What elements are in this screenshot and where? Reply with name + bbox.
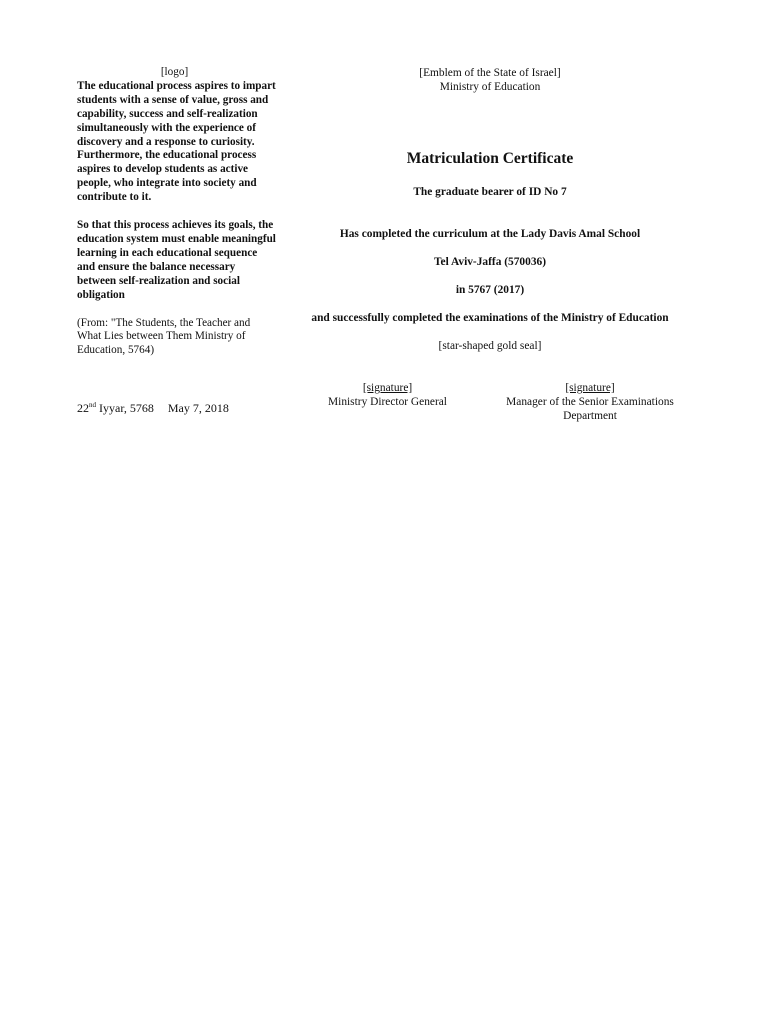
quote-source: (From: "The Students, the Teacher and What Lies between Them Ministry of Education, 5764) <box>77 316 251 357</box>
seal-placeholder: [star-shaped gold seal] <box>438 340 542 352</box>
signature-director-general <box>310 381 465 409</box>
signatory-role: Ministry Director General <box>328 396 447 408</box>
logo-placeholder: [logo] <box>160 66 189 78</box>
signature-exams-manager <box>505 381 675 423</box>
graduate-line: The graduate bearer of ID No 7 <box>413 186 567 198</box>
ministry-name: Ministry of Education <box>439 81 541 93</box>
certificate-title: Matriculation Certificate <box>406 150 574 167</box>
signature-mark: [signature] <box>565 382 615 394</box>
date-hebrew: Iyyar, 5768 <box>96 401 154 415</box>
date-ordinal-suffix: nd <box>89 401 96 409</box>
goals-paragraph: So that this process achieves its goals, the education system must enable meaningful learning in each educational sequence and ensure the balance necessary between self-realization and social obligation <box>77 219 276 301</box>
year-line: in 5767 (2017) <box>455 284 525 296</box>
date-day: 22 <box>77 401 89 415</box>
mission-paragraph: The educational process aspires to impart students with a sense of value, gross and capability, success and self-realization simultaneously with the experience of discovery and a response to curiosity. Furthermore, the educational process aspires to develop students as active people, who integrate into society and contribute to it. <box>77 79 276 204</box>
issue-dates <box>77 401 229 416</box>
signatory-role: Manager of the Senior Examinations Department <box>506 396 674 422</box>
state-emblem-placeholder: [Emblem of the State of Israel] <box>419 67 561 79</box>
completed-line: Has completed the curriculum at the Lady Davis Amal School <box>339 228 641 240</box>
city-line: Tel Aviv-Jaffa (570036) <box>434 256 546 268</box>
signature-mark: [signature] <box>362 382 413 394</box>
exams-line: and successfully completed the examinations of the Ministry of Education <box>311 312 669 324</box>
date-gregorian: May 7, 2018 <box>167 401 229 415</box>
left-column <box>77 66 277 358</box>
